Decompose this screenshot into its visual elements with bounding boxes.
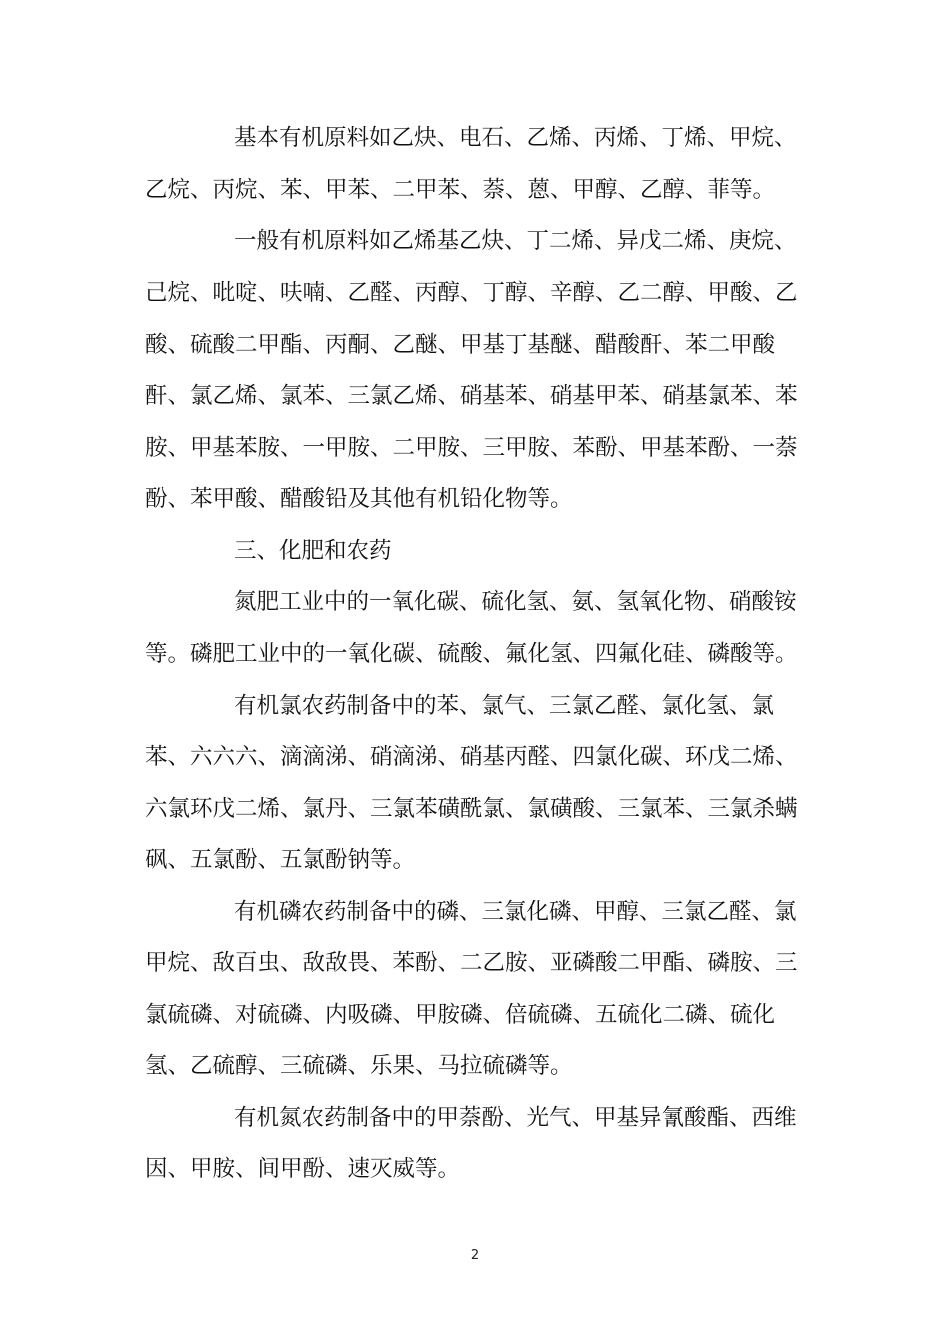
page-number: 2 (470, 1248, 480, 1263)
text-line: 氮肥工业中的一氧化碳、硫化氢、氨、氢氧化物、硝酸铵 (234, 589, 797, 615)
text-line: 酸、硫酸二甲酯、丙酮、乙醚、甲基丁基醚、醋酸酐、苯二甲酸 (145, 332, 776, 358)
text-line: 有机氮农药制备中的甲萘酚、光气、甲基异氰酸酯、西维 (234, 1105, 797, 1131)
text-line: 酐、氯乙烯、氯苯、三氯乙烯、硝基苯、硝基甲苯、硝基氯苯、苯 (145, 383, 798, 409)
text-line: 甲烷、敌百虫、敌敌畏、苯酚、二乙胺、亚磷酸二甲酯、磷胺、三 (145, 950, 798, 976)
text-line: 胺、甲基苯胺、一甲胺、二甲胺、三甲胺、苯酚、甲基苯酚、一萘 (145, 435, 798, 461)
text-line: 有机氯农药制备中的苯、氯气、三氯乙醛、氯化氢、氯 (234, 693, 775, 719)
text-line: 等。磷肥工业中的一氧化碳、硫酸、氟化氢、四氟化硅、磷酸等。 (145, 641, 798, 667)
text-line: 因、甲胺、间甲酚、速灭威等。 (145, 1156, 461, 1182)
text-line: 砜、五氯酚、五氯酚钠等。 (145, 847, 416, 873)
text-line: 酚、苯甲酸、醋酸铅及其他有机铅化物等。 (145, 486, 573, 512)
text-line: 氯硫磷、对硫磷、内吸磷、甲胺磷、倍硫磷、五硫化二磷、硫化 (145, 1002, 776, 1028)
section-heading: 三、化肥和农药 (234, 538, 392, 564)
text-line: 氢、乙硫醇、三硫磷、乐果、马拉硫磷等。 (145, 1053, 573, 1079)
text-line: 六氯环戊二烯、氯丹、三氯苯磺酰氯、氯磺酸、三氯苯、三氯杀螨 (145, 796, 798, 822)
text-line: 乙烷、丙烷、苯、甲苯、二甲苯、萘、蒽、甲醇、乙醇、菲等。 (145, 177, 776, 203)
text-line: 基本有机原料如乙炔、电石、乙烯、丙烯、丁烯、甲烷、 (234, 125, 797, 151)
text-line: 一般有机原料如乙烯基乙炔、丁二烯、异戊二烯、庚烷、 (234, 228, 797, 254)
text-line: 己烷、吡啶、呋喃、乙醛、丙醇、丁醇、辛醇、乙二醇、甲酸、乙 (145, 280, 798, 306)
text-line: 有机磷农药制备中的磷、三氯化磷、甲醇、三氯乙醛、氯 (234, 899, 797, 925)
text-line: 苯、六六六、滴滴涕、硝滴涕、硝基丙醛、四氯化碳、环戊二烯、 (145, 744, 798, 770)
